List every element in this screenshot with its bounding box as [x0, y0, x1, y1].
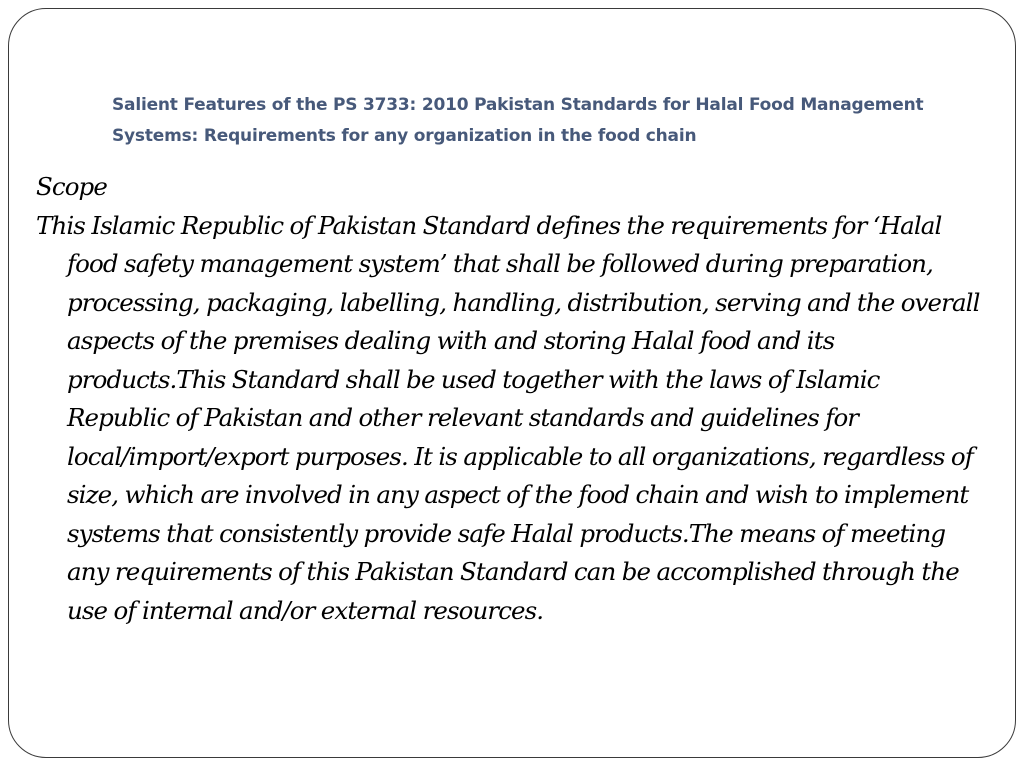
slide-body: [36, 168, 986, 630]
section-heading: Scope: [36, 172, 107, 201]
body-paragraph: This Islamic Republic of Pakistan Standard defines the requirements for ‘Halal food safety management system’ that shall be followed during preparation, processing, packaging, labelling, handling, distribution, serving and the overall aspects of the premises dealing with and storing Halal food and its products.This Standard shall be used together with the laws of Islamic Republic of Pakistan and other relevant standards and guidelines for local/import/export purposes. It is applicable to all organizations, regardless of size, which are involved in any aspect of the food chain and wish to implement systems that consistently provide safe Halal products.The means of meeting any requirements of this Pakistan Standard can be accomplished through the use of internal and/or external resources.: [36, 210, 980, 625]
slide-title: Salient Features of the PS 3733: 2010 Pakistan Standards for Halal Food Management Systems: Requirements for any organization in the food chain: [112, 95, 924, 146]
